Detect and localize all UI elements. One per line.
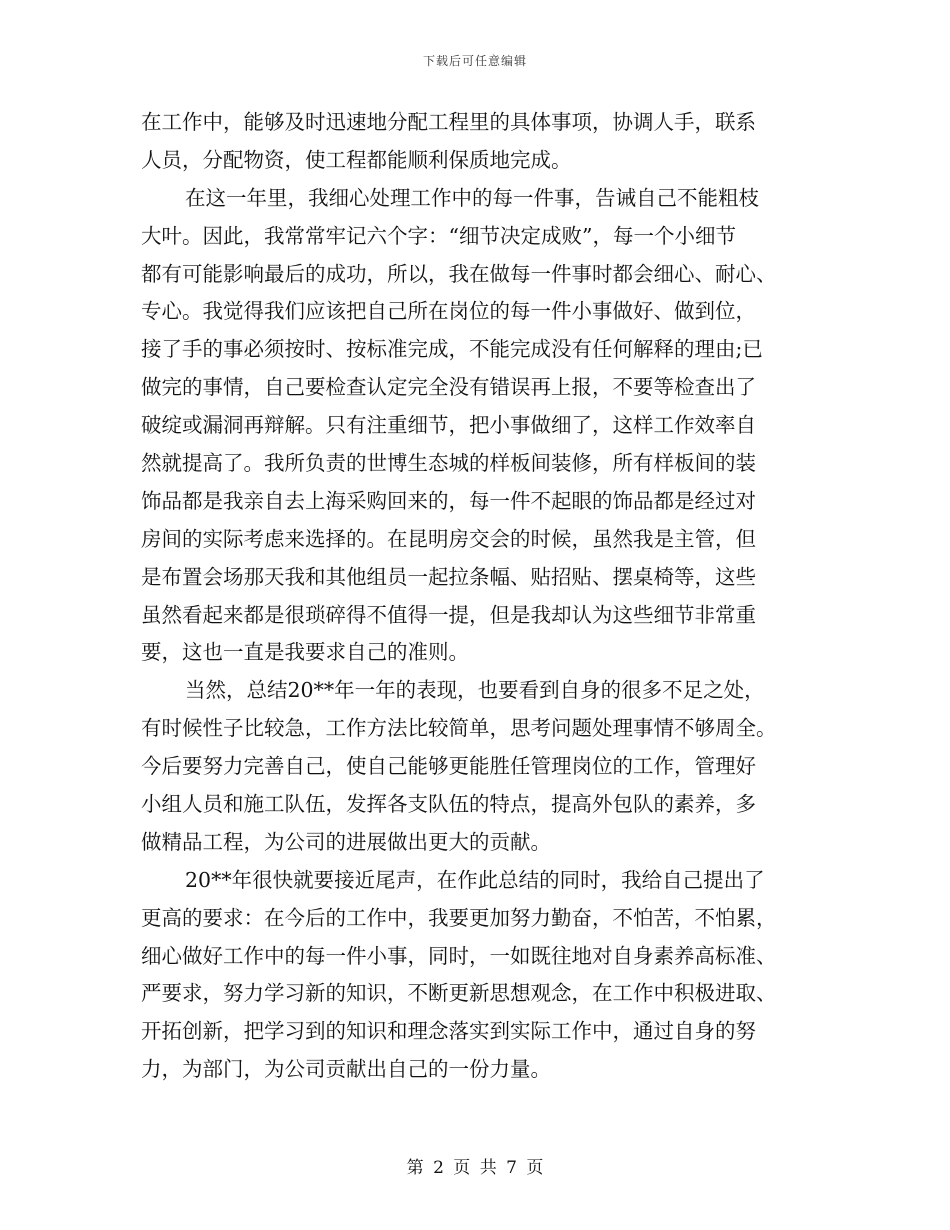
- text-line: 专心。我觉得我们应该把自己所在岗位的每一件小事做好、做到位，: [141, 299, 756, 324]
- text-line: 破绽或漏洞再辩解。只有注重细节，把小事做细了，这样工作效率自: [141, 413, 756, 438]
- text-line: 做完的事情，自己要检查认定完全没有错误再上报，不要等检查出了: [141, 375, 756, 400]
- text-line: 开拓创新，把学习到的知识和理念落实到实际工作中，通过自身的努: [141, 1019, 756, 1044]
- text-line: 虽然看起来都是很琐碎得不值得一提，但是我却认为这些细节非常重: [141, 602, 756, 627]
- text-line: 饰品都是我亲自去上海采购回来的，每一件不起眼的饰品都是经过对: [141, 488, 756, 513]
- text-line: 是布置会场那天我和其他组员一起拉条幅、贴招贴、摆桌椅等，这些: [141, 564, 756, 589]
- text-line: 房间的实际考虑来选择的。在昆明房交会的时候，虽然我是主管，但: [141, 526, 756, 551]
- text-line: 在工作中，能够及时迅速地分配工程里的具体事项，协调人手，联系: [141, 110, 756, 134]
- text-line: 有时候性子比较急，工作方法比较简单，思考问题处理事情不够周全。: [141, 716, 777, 741]
- text-line: 今后要努力完善自己，使自己能够更能胜任管理岗位的工作，管理好: [141, 754, 756, 779]
- text-line: 细心做好工作中的每一件小事，同时，一如既往地对自身素养高标准、: [141, 943, 777, 968]
- text-line: 人员，分配物资，使工程都能顺利保质地完成。: [141, 147, 572, 172]
- text-line: 然就提高了。我所负责的世博生态城的样板间装修，所有样板间的装: [141, 451, 756, 476]
- body-text: [141, 104, 813, 1089]
- text-line: 要，这也一直是我要求自己的准则。: [141, 640, 469, 665]
- text-line: 更高的要求：在今后的工作中，我要更加努力勤奋，不怕苦，不怕累，: [141, 905, 777, 930]
- text-line: 严要求，努力学习新的知识，不断更新思想观念，在工作中积极进取、: [141, 981, 777, 1006]
- text-line: 小组人员和施工队伍，发挥各支队伍的特点，提高外包队的素养，多: [141, 792, 756, 817]
- text-line: 力，为部门，为公司贡献出自己的一份力量。: [141, 1057, 551, 1082]
- text-line: 接了手的事必须按时、按标准完成，不能完成没有任何解释的理由;已: [141, 337, 763, 362]
- paragraph-start-line: 当然，总结20**年一年的表现，也要看到自身的很多不足之处，: [185, 678, 765, 703]
- text-line: 做精品工程，为公司的进展做出更大的贡献。: [141, 829, 551, 854]
- text-line: 都有可能影响最后的成功，所以，我在做每一件事时都会细心、耐心、: [141, 261, 777, 286]
- page-header: 下载后可任意编辑: [422, 54, 527, 68]
- text-line: 大叶。因此，我常常牢记六个字：“细节决定成败”，每一个小细节: [141, 223, 736, 248]
- page-number-footer: 第 2 页 共 7 页: [406, 1158, 544, 1178]
- paragraph-start-line: 在这一年里，我细心处理工作中的每一件事，告诫自己不能粗枝: [185, 185, 759, 210]
- paragraph-start-line: 20**年很快就要接近尾声，在作此总结的同时，我给自己提出了: [185, 867, 765, 892]
